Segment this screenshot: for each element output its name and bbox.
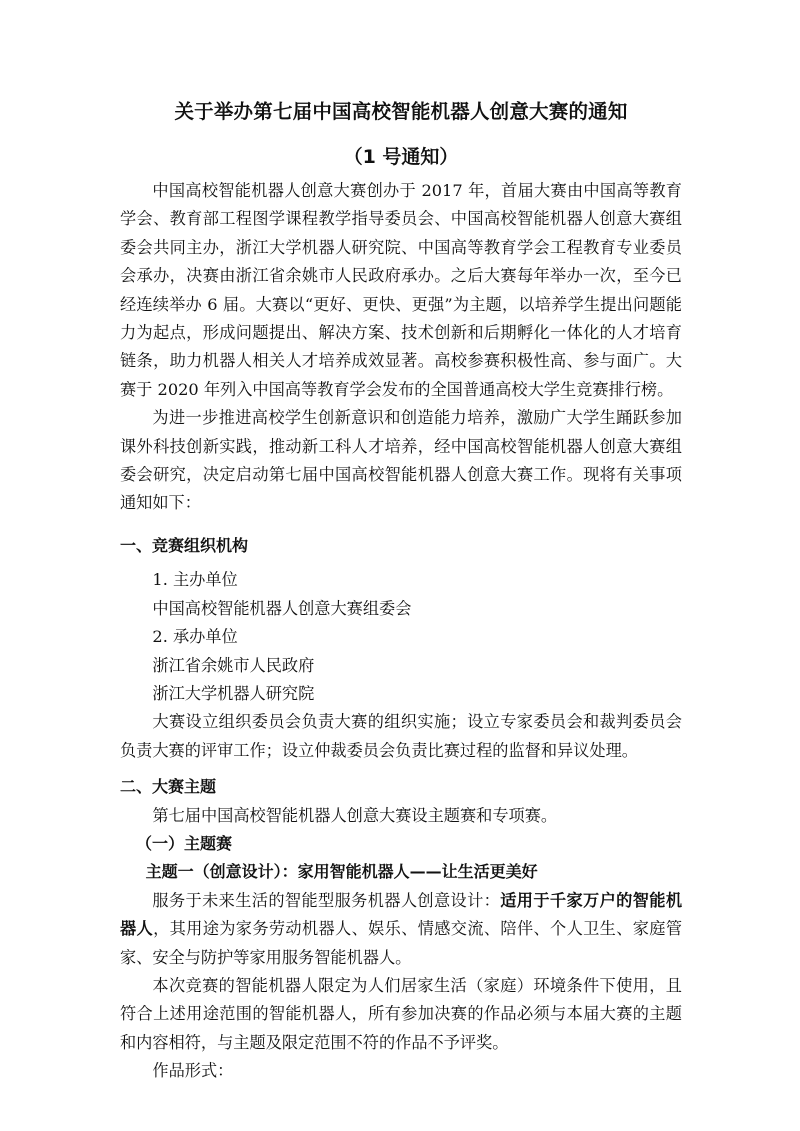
host-value-1: 浙江省余姚市人民政府	[152, 655, 315, 675]
theme-1-para-1-suffix: ，其用途为家务劳动机器人、娱乐、情感交流、陪伴、个人卫生、家庭管家、安全与防护等家用服务智能机器人。	[120, 919, 683, 967]
organizer-label: 1. 主办单位	[152, 570, 238, 590]
theme-1-paragraph-2: 本次竞赛的智能机器人限定为人们居家生活（家庭）环境条件下使用，且符合上述用途范围的智能机器人，所有参加决赛的作品必须与本届大赛的主题和内容相符，与主题及限定范围不符的作品不予评奖。	[120, 975, 682, 1052]
document-subtitle: （1 号通知）	[343, 146, 459, 168]
host-value-2: 浙江大学机器人研究院	[152, 683, 315, 703]
theme-competition-heading: （一）主题赛	[136, 833, 233, 853]
section-1-heading: 一、竞赛组织机构	[120, 535, 249, 555]
intro-paragraph-1: 中国高校智能机器人创意大赛创办于 2017 年，首届大赛由中国高等教育学会、教育部工程图学课程教学指导委员会、中国高校智能机器人创意大赛组委会共同主办，浙江大学机器人研究院、中国高等教育学会工程教育专业委员会承办，决赛由浙江省余姚市人民政府承办。之后大赛每年举办一次，至今已经连续举办 6 届。大赛以“更好、更快、更强”为主题，以培养学生提出问题能力为起点，形成问题提出、解决方案、技术创新和后期孵化一体化的人才培育链条，助力机器人相关人才培养成效显著。高校参赛积极性高、参与面广。大赛于 2020 年列入中国高等教育学会发布的全国普通高校大学生竞赛排行榜。	[120, 181, 682, 399]
theme-1-para-1-bold: 适用于千家万户的智能机器人	[120, 890, 683, 939]
theme-1-heading: 主题一（创意设计）：家用智能机器人——让生活更美好	[145, 862, 538, 882]
section-2-paragraph: 第七届中国高校智能机器人创意大赛设主题赛和专项赛。	[152, 805, 558, 825]
document-title: 关于举办第七届中国高校智能机器人创意大赛的通知	[174, 100, 628, 123]
host-label: 2. 承办单位	[152, 627, 238, 647]
section-1-paragraph: 大赛设立组织委员会负责大赛的组织实施；设立专家委员会和裁判委员会负责大赛的评审工作；设立仲裁委员会负责比赛过程的监督和异议处理。	[120, 712, 682, 760]
theme-1-paragraph-1	[120, 887, 682, 972]
theme-1-para-1-prefix: 服务于未来生活的智能型服务机器人创意设计：	[152, 890, 501, 910]
theme-1-paragraph-3: 作品形式：	[152, 1061, 234, 1081]
intro-paragraph-2: 为进一步推进高校学生创新意识和创造能力培养，激励广大学生踊跃参加课外科技创新实践，推动新工科人才培养，经中国高校智能机器人创意大赛组委会研究，决定启动第七届中国高校智能机器人创意大赛工作。现将有关事项通知如下：	[120, 408, 682, 513]
organizer-value: 中国高校智能机器人创意大赛组委会	[152, 598, 412, 618]
section-2-heading: 二、大赛主题	[120, 777, 217, 797]
